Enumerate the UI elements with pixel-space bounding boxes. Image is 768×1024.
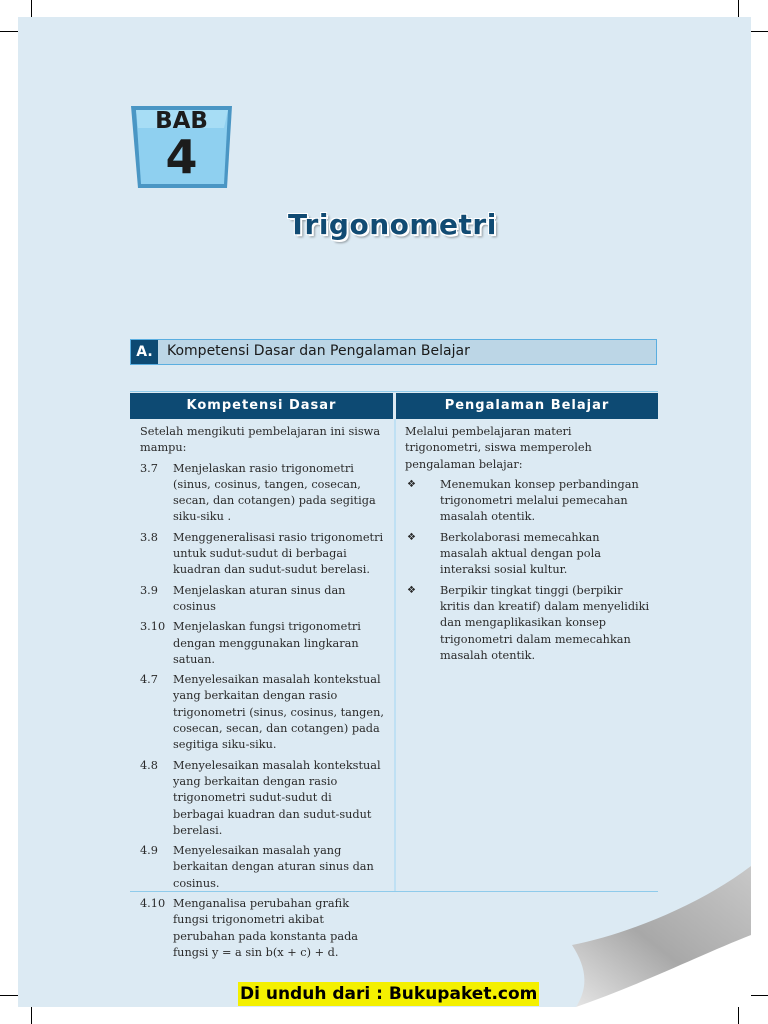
download-source-banner: Di unduh dari : Bukupaket.com — [240, 984, 538, 1004]
kompetensi-item — [140, 461, 385, 526]
chapter-number: 4 — [165, 130, 198, 184]
section-letter: A. — [131, 340, 158, 364]
kompetensi-text: Menjelaskan fungsi trigonometri dengan menggunakan lingkaran satuan. — [173, 620, 361, 666]
column-divider — [394, 419, 396, 891]
chapter-title: Trigonometri — [288, 208, 497, 241]
pengalaman-text: Menemukan konsep perbandingan trigonometri melalui pemecahan masalah otentik. — [440, 477, 639, 524]
kompetensi-item — [140, 619, 385, 668]
kompetensi-number: 3.10 — [140, 620, 166, 634]
pengalaman-text: Berpikir tingkat tinggi (berpikir kritis dan kreatif) dalam menyelidiki dan mengaplikasikan konsep trigonometri dalam memecahkan masalah otentik. — [440, 583, 650, 662]
kompetensi-item — [140, 530, 385, 579]
kompetensi-number: 4.7 — [140, 673, 158, 687]
kompetensi-text: Menjelaskan rasio trigonometri (sinus, cosinus, tangen, cosecan, secan, dan cotangen) pada segitiga siku-siku . — [173, 461, 376, 524]
kompetensi-item — [140, 843, 385, 892]
header-pengalaman-belajar: Pengalaman Belajar — [396, 393, 658, 419]
section-title: Kompetensi Dasar dan Pengalaman Belajar — [167, 343, 470, 359]
kompetensi-item — [140, 896, 385, 961]
chapter-label: BAB — [155, 108, 208, 134]
section-heading — [130, 339, 657, 365]
table-top-rule — [130, 391, 658, 392]
pengalaman-column — [405, 424, 650, 664]
kompetensi-number: 3.8 — [140, 530, 158, 544]
pengalaman-item — [405, 530, 650, 579]
pengalaman-intro: Melalui pembelajaran materi trigonometri, siswa memperoleh pengalaman belajar: — [405, 425, 592, 471]
diamond-bullet-icon: ❖ — [407, 584, 416, 596]
kompetensi-text: Menjelaskan aturan sinus dan cosinus — [173, 583, 346, 613]
diamond-bullet-icon: ❖ — [407, 478, 416, 490]
kompetensi-item — [140, 583, 385, 616]
kompetensi-number: 3.9 — [140, 583, 158, 597]
kompetensi-column — [140, 424, 385, 961]
kompetensi-text: Menggeneralisasi rasio trigonometri untuk sudut-sudut di berbagai kuadran dan sudut-sudut berelasi. — [173, 530, 384, 577]
kompetensi-number: 4.9 — [140, 844, 158, 858]
kompetensi-text: Menganalisa perubahan grafik fungsi trigonometri akibat perubahan pada konstanta pada fungsi y = a sin b(x + c) + d. — [173, 897, 359, 959]
kompetensi-number: 4.8 — [140, 758, 158, 772]
kompetensi-item — [140, 672, 385, 753]
pengalaman-item — [405, 477, 650, 526]
pengalaman-text: Berkolaborasi memecahkan masalah aktual dengan pola interaksi sosial kultur. — [440, 530, 601, 577]
pengalaman-item — [405, 583, 650, 664]
kompetensi-text: Menyelesaikan masalah yang berkaitan dengan aturan sinus dan cosinus. — [173, 844, 374, 890]
kompetensi-item — [140, 758, 385, 839]
kompetensi-text: Menyelesaikan masalah kontekstual yang berkaitan dengan rasio trigonometri (sinus, cosinus, tangen, cosecan, secan, dan cotangen) pada segitiga siku-siku. — [173, 673, 384, 752]
kompetensi-number: 4.10 — [140, 897, 166, 911]
kompetensi-number: 3.7 — [140, 461, 158, 475]
diamond-bullet-icon: ❖ — [407, 531, 416, 543]
kompetensi-text: Menyelesaikan masalah kontekstual yang berkaitan dengan rasio trigonometri sudut-sudut di berbagai kuadran dan sudut-sudut berelasi. — [173, 758, 381, 837]
header-kompetensi-dasar: Kompetensi Dasar — [130, 393, 393, 419]
kompetensi-intro: Setelah mengikuti pembelajaran ini siswa mampu: — [140, 425, 381, 455]
